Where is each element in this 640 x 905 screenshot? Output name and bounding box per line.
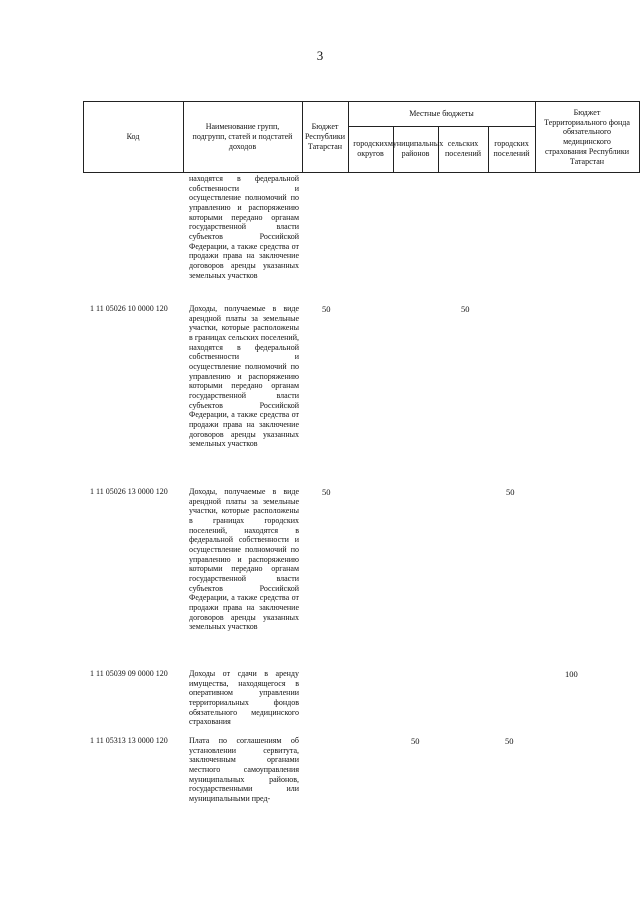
header-local-budgets: Местные бюджеты [409, 109, 474, 119]
page-number: 3 [316, 48, 324, 63]
header-municipal-districts: муниципальных районов [387, 139, 444, 158]
header-urban-settlements: городских поселений [493, 139, 530, 158]
row-1-name: Доходы, получаемые в виде арендной платы за земельные участки, которые расположены в границах сельских поселений, находятся в федеральной собственности и осуществление полномочий по управлению и распоряжению которыми передано органам государственной власти субъектов Российской Федерации, а также средства от продажи права на заключение договоров аренды указанных земельных участков [189, 304, 299, 449]
row-1-code: 1 11 05026 10 0000 120 [90, 304, 168, 313]
row-2-urban-settlements: 50 [506, 487, 515, 497]
header-republic-budget: Бюджет Республики Татарстан [304, 122, 346, 151]
row-2-name: Доходы, получаемые в виде арендной платы за земельные участки, которые расположены в границах городских поселений, находятся в федеральной собственности и осуществление полномочий по управлению и распоряжению которыми передано органам государственной власти субъектов Российской Федерации, а также средства от продажи права на заключение договоров аренды указанных земельных участков [189, 487, 299, 632]
row-4-municipal: 50 [411, 736, 420, 746]
header-urban-districts: городских округов [353, 139, 388, 158]
row-0-name: находятся в федеральной собственности и осуществление полномочий по управлению и распоряжению которыми передано органам государственной власти субъектов Российской Федерации, а также средства от продажи права на заключение договоров аренды указанных земельных участков [189, 174, 299, 280]
header-rural-settlements: сельских поселений [444, 139, 482, 158]
table-header [83, 101, 640, 173]
row-3-name: Доходы от сдачи в аренду имущества, находящегося в оперативном управлении территориальных фондов обязательного медицинского страхования [189, 669, 299, 727]
header-name: Наименование групп, подгрупп, статей и подстатей доходов [192, 122, 293, 151]
row-4-name: Плата по соглашениям об установлении сервитута, заключенным органами местного самоуправления муниципальных районов, государственными или муниципальными пред- [189, 736, 299, 804]
header-code: Код [126, 132, 140, 142]
row-3-medical-fund: 100 [565, 669, 578, 679]
row-3-code: 1 11 05039 09 0000 120 [90, 669, 168, 678]
row-1-rural: 50 [461, 304, 470, 314]
row-4-code: 1 11 05313 13 0000 120 [90, 736, 168, 745]
row-1-republic: 50 [322, 304, 331, 314]
row-4-urban-settlements: 50 [505, 736, 514, 746]
row-2-republic: 50 [322, 487, 331, 497]
row-2-code: 1 11 05026 13 0000 120 [90, 487, 168, 496]
header-medical-fund: Бюджет Территориального фонда обязательного медицинского страхования Республики Татарстан [544, 107, 630, 166]
